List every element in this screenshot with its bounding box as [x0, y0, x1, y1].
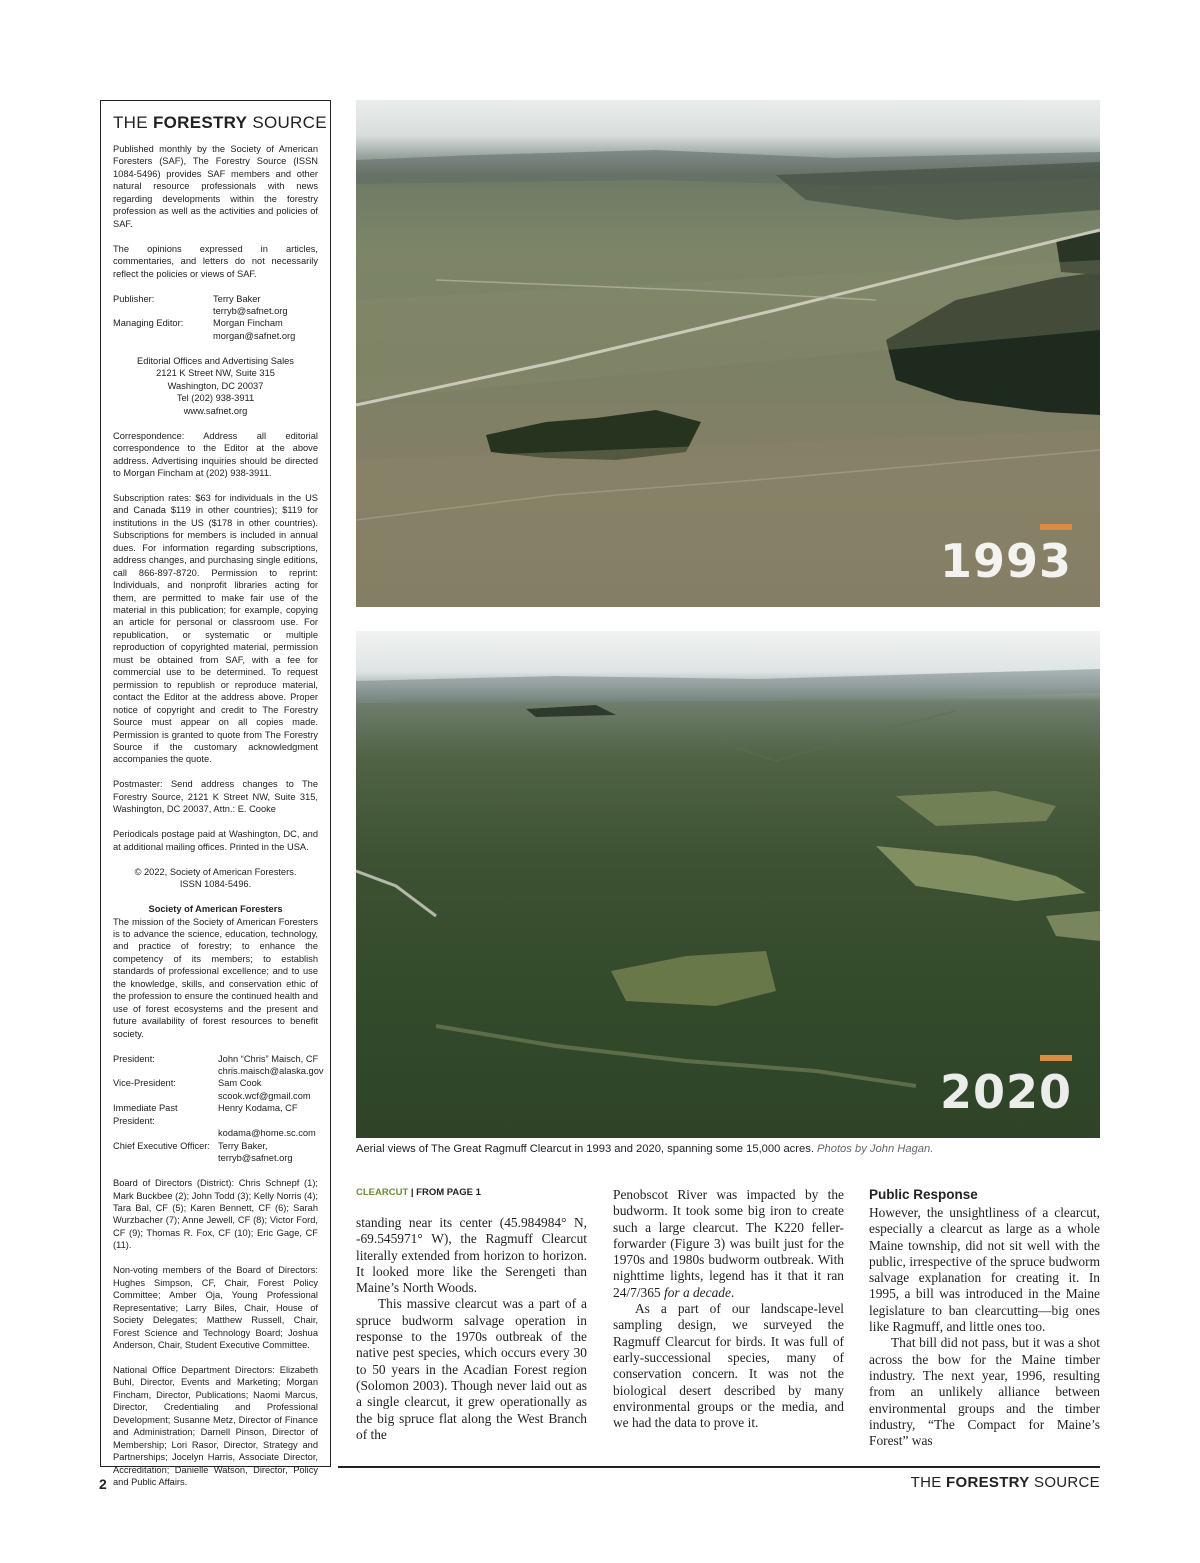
publisher-label: Publisher: [113, 293, 155, 304]
offices-line-1: Editorial Offices and Advertising Sales [137, 355, 294, 366]
article-paragraph: However, the unsightliness of a clearcut, especially a clearcut as large as a whole Maine township, did not sit well with the public, irrespective of the spruce budworm salvage explanation for creating it. In 1995, a bill was introduced in the Maine legislature to ban clearcutting—big ones like Ragmuff, and little ones too. [869, 1205, 1100, 1335]
officer-label: Vice-President: [113, 1078, 176, 1089]
editor-email[interactable]: morgan@safnet.org [213, 330, 296, 341]
masthead-title [113, 113, 327, 133]
aerial-photo-1993 [356, 100, 1100, 607]
article-paragraph: As a part of our landscape-level sampling design, we surveyed the Ragmuff Clearcut for birds. It was full of early-successional species, many of conservation concern. It was not the biological desert described by many environmental groups or the media, and we had the data to prove it. [613, 1301, 844, 1431]
officer-name: Sam Cook [218, 1078, 262, 1089]
officer-label: Chief Executive Officer: [113, 1140, 210, 1151]
officer-email[interactable]: scook.wcf@gmail.com [218, 1090, 311, 1101]
officer-email[interactable]: terryb@safnet.org [218, 1153, 293, 1164]
year-label-1993: 1993 [939, 534, 1072, 588]
officer-label: President: [113, 1053, 155, 1064]
article-paragraph: This massive clearcut was a part of a spruce budworm salvage operation in response to the 1970s outbreak of the native pest species, which occurs every 30 to 50 years in the Acadian Forest region (Solomon 2003). Though never laid out as a single clearcut, it grew operationally as the big spruce flat along the West Branch of the [356, 1296, 587, 1442]
subscription-rates: Subscription rates: $63 for individuals in the US and Canada $119 in other countries); $119 for institutions in the US ($178 in other countries). Subscriptions for members is included in annual dues. For information regarding subscriptions, address changes, and purchasing single editions, call 866-897-8720. Permission to reprint: Individuals, and nonprofit libraries acting for them, are permitted to make fair use of the material in this publication; for example, copying an article for personal or classroom use. For republication, or systematic or multiple reproduction of copyrighted material, permission must be obtained from SAF, with a fee for commercial use to be determined. To request permission to republish or reproduce material, contact the Editor at the address above. Proper notice of copyright and credit to The Forestry Source must appear on all copies made. Permission is granted to quote from The Forestry Source if the customary acknowledgment accompanies the quote. [113, 492, 318, 765]
masthead-box [100, 100, 331, 1488]
paragraph-italic: for a decade [663, 1284, 731, 1300]
postmaster: Postmaster: Send address changes to The Forestry Source, 2121 K Street NW, Suite 315, Washington, DC 20037, Attn.: E. Cooke [113, 779, 318, 815]
page-number: 2 [99, 1476, 107, 1492]
article-column-3 [869, 1187, 1100, 1449]
copyright-line-1: © 2022, Society of American Foresters. [134, 866, 297, 877]
footer-title-bold: FORESTRY [946, 1474, 1030, 1491]
officer-email[interactable]: chris.maisch@alaska.gov [218, 1066, 324, 1076]
masthead-title-post: SOURCE [252, 113, 327, 132]
nonvoting-members: Non-voting members of the Board of Directors: Hughes Simpson, CF, Chair, Forest Policy Committee; Amber Oja, Young Professional Representative; Larry Biles, Chair, House of Society Delegates; Matthew Russell, Chair, Forest Science and Technology Board; Joshua Anderson, Chair, Student Executive Committee. [113, 1265, 318, 1351]
officer-email[interactable]: kodama@home.sc.com [218, 1128, 316, 1139]
officer-label: Immediate Past President: [113, 1103, 178, 1126]
photo-caption [356, 1143, 1100, 1155]
article-paragraph [613, 1187, 844, 1301]
footer-title [911, 1474, 1100, 1491]
officer-name: Terry Baker, [218, 1140, 268, 1151]
editor-label: Managing Editor: [113, 318, 184, 329]
periodicals: Periodicals postage paid at Washington, DC, and at additional mailing offices. Printed in the USA. [113, 829, 318, 852]
officers-list [113, 1053, 324, 1165]
footer-rule [338, 1466, 1100, 1468]
year-label-2020: 2020 [939, 1065, 1072, 1119]
paragraph-end: . [730, 1284, 735, 1300]
aerial-photo-2020 [356, 631, 1100, 1138]
year-accent-bar [1040, 524, 1072, 530]
caption-text: Aerial views of The Great Ragmuff Clearcut in 1993 and 2020, spanning some 15,000 acres. [356, 1143, 814, 1155]
copyright-line-2: ISSN 1084-5496. [179, 879, 252, 890]
article-paragraph: standing near its center (45.984984° N, -69.545971° W), the Ragmuff Clearcut literally extended from horizon to horizon. It looked more like the Serengeti than Maine’s North Woods. [356, 1215, 587, 1296]
paragraph-text: Penobscot River was impacted by the budworm. It took some big iron to create such a large clearcut. The K220 feller-forwarder (Figure 3) was built just for the 1970s and 1980s budworm outbreak. With nighttime lights, legend has it that it ran 24/7/365 [613, 1187, 844, 1300]
staff-list [113, 293, 318, 343]
publisher-name: Terry Baker [213, 293, 261, 304]
photo-credit: Photos by John Hagan. [817, 1143, 934, 1155]
offices-line-3: Washington, DC 20037 [167, 380, 264, 391]
society-heading: Society of American Foresters [148, 904, 283, 915]
masthead-opinions: The opinions expressed in articles, commentaries, and letters do not necessarily reflect the policies or views of SAF. [113, 243, 318, 279]
copyright [113, 866, 318, 891]
photo-2020-scene [356, 631, 1100, 1138]
article-column-2 [613, 1187, 844, 1431]
officer-name: John “Chris” Maisch, CF [218, 1053, 319, 1064]
editorial-offices [113, 355, 318, 417]
section-kicker [356, 1187, 587, 1199]
year-accent-bar [1040, 1055, 1072, 1061]
offices-line-2: 2121 K Street NW, Suite 315 [156, 368, 275, 379]
kicker-from-page[interactable]: | FROM PAGE 1 [408, 1187, 481, 1198]
article-paragraph: That bill did not pass, but it was a shot across the bow for the Maine timber industry. The next year, 1996, resulting from an unlikely alliance between environmental groups and the timber industry, “The Compact for Maine’s Forest” was [869, 1335, 1100, 1449]
section-subhead: Public Response [869, 1187, 978, 1202]
masthead-intro: Published monthly by the Society of American Foresters (SAF), The Forestry Source (ISSN 1084-5496) provides SAF members and other natural resource professionals with news regarding developments within the forestry profession as well as the activities and policies of SAF. [113, 144, 318, 229]
offices-website[interactable]: www.safnet.org [183, 405, 248, 416]
society-mission: The mission of the Society of American Foresters is to advance the science, education, technology, and practice of forestry; to enhance the competency of its members; to establish standards of professional excellence; and to use the knowledge, skills, and conservation ethic of the profession to ensure the continued health and use of forest ecosystems and the present and future availability of forest resources to benefit society. [113, 916, 318, 1039]
editor-name: Morgan Fincham [213, 318, 283, 329]
footer-title-pre: THE [910, 1474, 942, 1491]
kicker-section[interactable]: CLEARCUT [356, 1187, 409, 1198]
correspondence: Correspondence: Address all editorial correspondence to the Editor at the above address. Advertising inquiries should be directed to Morgan Fincham at (202) 938-3911. [113, 430, 318, 478]
offices-line-4: Tel (202) 938-3911 [176, 393, 255, 404]
photo-1993-scene [356, 100, 1100, 607]
national-office-directors: National Office Department Directors: Elizabeth Buhl, Director, Events and Marketing; Morgan Fincham, Director, Publications; Naomi Marcus, Director, Credentialing and Professional Development; Susanne Metz, Director of Finance and Administration; Darnell Pinson, Director of Membership; Lori Rasor, Director, Strategy and Partnerships; Jocelyn Harris, Associate Director, Accreditation; Danielle Watson, Director, Policy and Public Affairs. [113, 1365, 318, 1488]
officer-name: Henry Kodama, CF [218, 1103, 298, 1114]
board-of-directors: Board of Directors (District): Chris Schnepf (1); Mark Buckbee (2); John Todd (3); Kelly Norris (4); Tara Bal, CF (5); Karen Bennett, CF (6); Sarah Wurzbacher (7); Anne Jewell, CF (8); Victor Ford, CF (9); Thomas R. Fox, CF (10); Eric Gage, CF (11). [113, 1178, 318, 1251]
publisher-email[interactable]: terryb@safnet.org [213, 305, 288, 316]
masthead-title-bold: FORESTRY [152, 113, 248, 132]
article-column-1 [356, 1187, 587, 1443]
footer-title-post: SOURCE [1034, 1474, 1100, 1491]
masthead-title-pre: THE [113, 113, 148, 132]
